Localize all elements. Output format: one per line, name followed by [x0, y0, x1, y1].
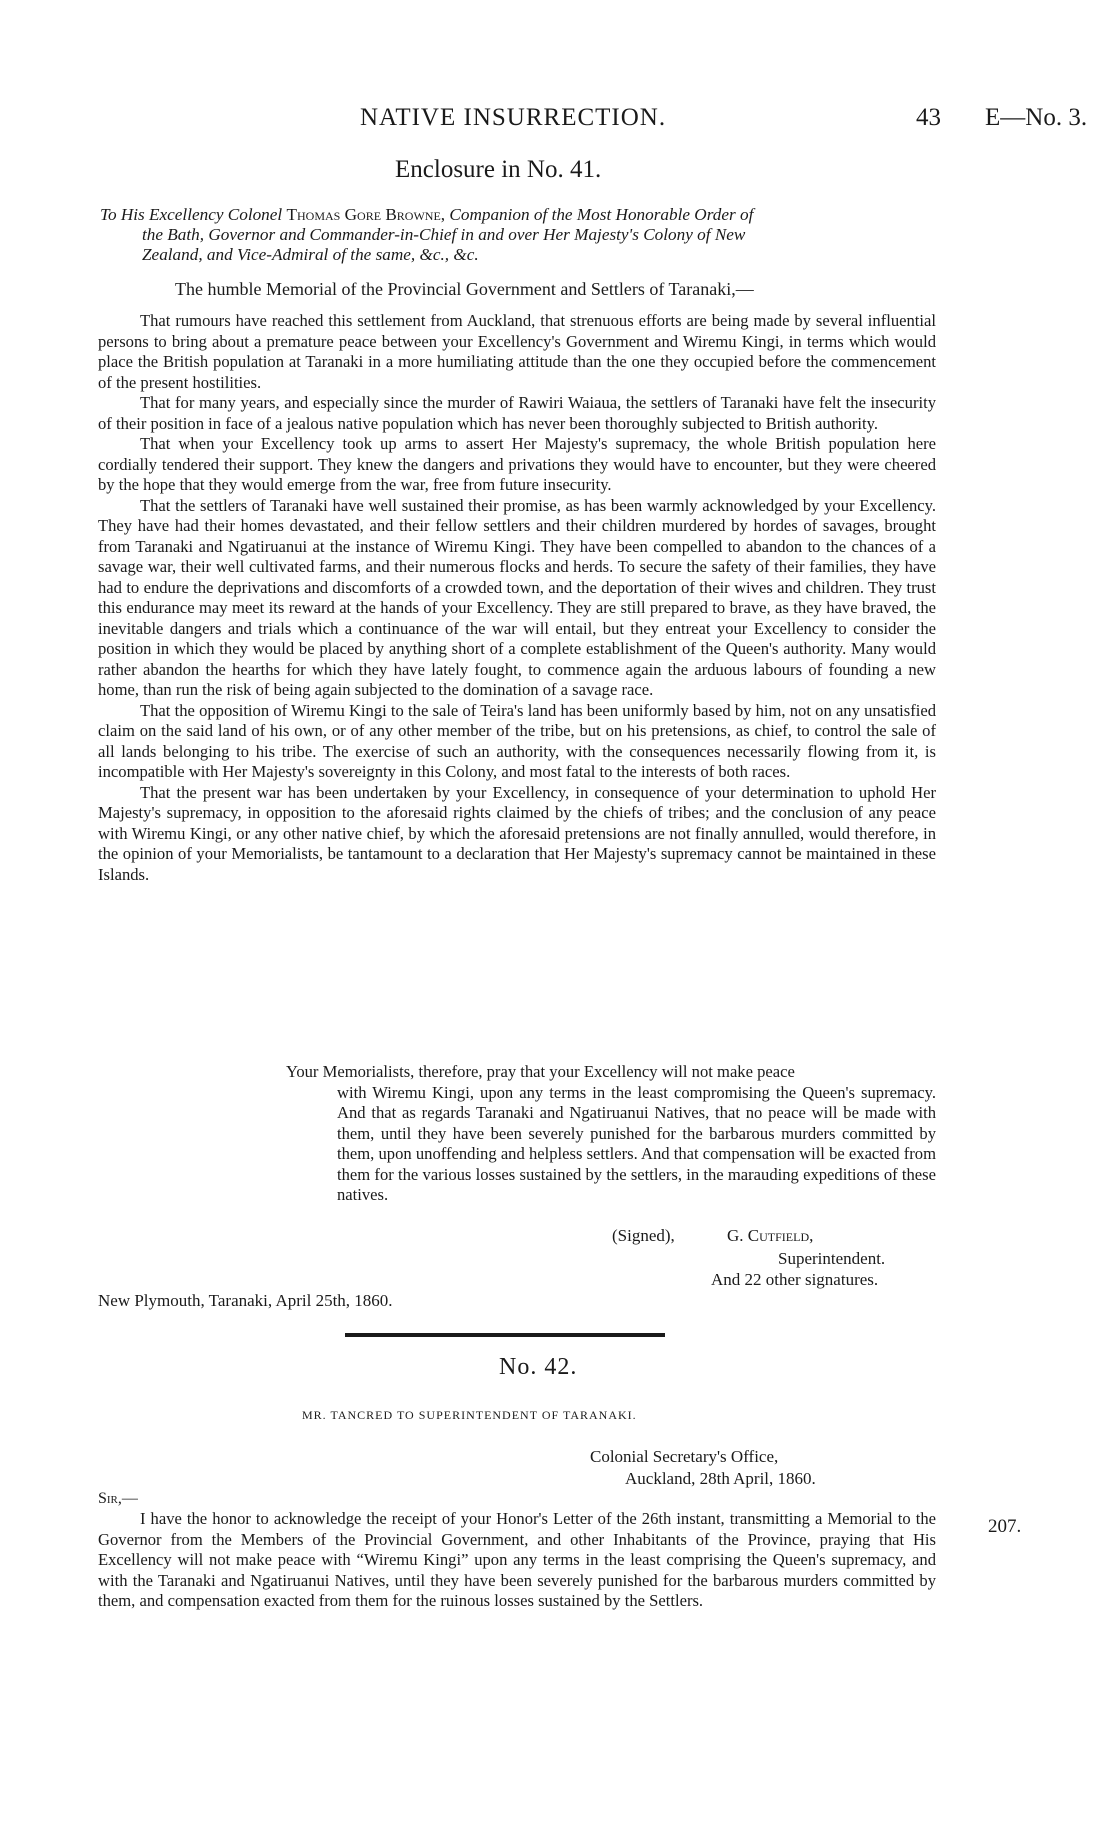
address-line1-rest: Companion of the Most Honorable Order of — [449, 205, 754, 224]
sender-office: Colonial Secretary's Office, — [590, 1447, 779, 1466]
prayer-first-line: Your Memorialists, therefore, pray that your Excellency will not make peace — [286, 1062, 795, 1081]
document-code: E—No. 3. — [985, 104, 1088, 131]
other-signatures: And 22 other signatures. — [711, 1270, 879, 1289]
paragraph: That the present war has been undertaken by your Excellency, in consequence of your determination to uphold Her Majesty's supremacy, in opposition to the aforesaid rights claimed by the chiefs of tribes; and the conclusion of any peace with Wiremu Kingi, or any other native chief, by which the aforesaid pretensions are not finally annulled, would therefore, in the opinion of your Memorialists, be tantamount to a declaration that Her Majesty's supremacy cannot be maintained in these Islands. — [98, 782, 936, 884]
signed-label: (Signed), — [612, 1226, 675, 1245]
salutation: Sir,— — [98, 1490, 138, 1507]
paragraph: That the opposition of Wiremu Kingi to the sale of Teira's land has been uniformly based by him, not on any unsatisfied claim on the said land of his own, or of any other member of the tribe, but on his pretensions, as chief, to control the sale of all lands belonging to his tribe. The exercise of such an authority, with the consequences necessarily flowing from it, is incompatible with Her Majesty's sovereignty in this Colony, and most fatal to the interests of both races. — [98, 700, 936, 781]
address-to: To His Excellency Colonel — [100, 205, 283, 224]
margin-number: 207. — [988, 1516, 1022, 1537]
prayer-rest: with Wiremu Kingi, upon any terms in the least compromising the Queen's supremacy. And that as regards Taranaki and Ngatiruanui Natives, that no peace will be made with them, until they have been severely punished for the barbarous murders committed by them, upon unoffending and helpless settlers. And that compensation will be exacted from them for the various losses sustained by the settlers, in the marauding expeditions of these natives. — [337, 1082, 936, 1204]
paragraph: That when your Excellency took up arms to assert Her Majesty's supremacy, the whole British population here cordially tendered their support. They knew the dangers and privations they would have to encounter, but they were cheered by the hope that they would emerge from the war, free from future insecurity. — [98, 434, 936, 494]
address-name: Thomas Gore Browne, — [286, 205, 446, 224]
letter-date: Auckland, 28th April, 1860. — [625, 1469, 816, 1488]
page-number: 43 — [916, 104, 941, 131]
address-line2: the Bath, Governor and Commander-in-Chief in and over Her Majesty's Colony of New — [142, 225, 746, 244]
address-block — [100, 205, 950, 265]
paragraph: That rumours have reached this settlement from Auckland, that strenuous efforts are being made by several influential persons to bring about a premature peace between your Excellency's Government and Wiremu Kingi, in terms which would place the British population at Taranaki in a more humiliating attitude than the one they occupied before the commencement of the present hostilities. — [98, 311, 936, 392]
letter-heading: MR. TANCRED TO SUPERINTENDENT OF TARANAKI. — [302, 1408, 637, 1422]
paragraph: That for many years, and especially since the murder of Rawiri Waiaua, the settlers of Taranaki have felt the insecurity of their position in face of a jealous native population which has never been thoroughly subjected to British authority. — [98, 393, 936, 433]
document-number: No. 42. — [499, 1354, 578, 1380]
paragraph: I have the honor to acknowledge the receipt of your Honor's Letter of the 26th instant, transmitting a Memorial to the Governor from the Members of the Provincial Government, and other Inhabitants of the Province, praying that His Excellency will not make peace with “Wiremu Kingi” upon any terms in the least comprising the Queen's supremacy, and with the Taranaki and Ngatiruanui Natives, until they have been severely punished for the barbarous murders committed by them, and compensation exacted from them for the ruinous losses sustained by the Settlers. — [98, 1509, 936, 1610]
place-date: New Plymouth, Taranaki, April 25th, 1860. — [98, 1291, 393, 1310]
memorial-lede: The humble Memorial of the Provincial Government and Settlers of Taranaki,— — [175, 279, 754, 299]
address-line3: Zealand, and Vice-Admiral of the same, &c., &c. — [142, 245, 479, 264]
prayer-block — [286, 1062, 936, 1206]
signatory-name: G. Cutfield, — [727, 1226, 814, 1245]
enclosure-title: Enclosure in No. 41. — [395, 156, 602, 183]
memorial-body — [98, 311, 936, 885]
section-divider — [345, 1333, 665, 1337]
signatory-title: Superintendent. — [778, 1249, 886, 1268]
letter-body — [98, 1509, 936, 1612]
running-title: NATIVE INSURRECTION. — [360, 104, 667, 131]
paragraph: That the settlers of Taranaki have well sustained their promise, as has been warmly acknowledged by your Excellency. They have had their homes devastated, and their fellow settlers and their children murdered by hordes of savages, brought from Taranaki and Ngatiruanui at the instance of Wiremu Kingi. They have been compelled to abandon to the chances of a savage war, their well cultivated farms, and their numerous flocks and herds. To secure the safety of their families, they have had to endure the deprivations and discomforts of a crowded town, and the deportation of their wives and children. They trust this endurance may meet its reward at the hands of your Excellency. They are still prepared to brave, as they have braved, the inevitable dangers and trials which a continuance of the war will entail, but they entreat your Excellency to consider the position in which they would be placed by anything short of a complete establishment of the Queen's authority. Many would rather abandon the hearths for which they have lately fought, to commence again the arduous labours of founding a new home, than run the risk of being again subjected to the domination of a savage race. — [98, 495, 936, 699]
